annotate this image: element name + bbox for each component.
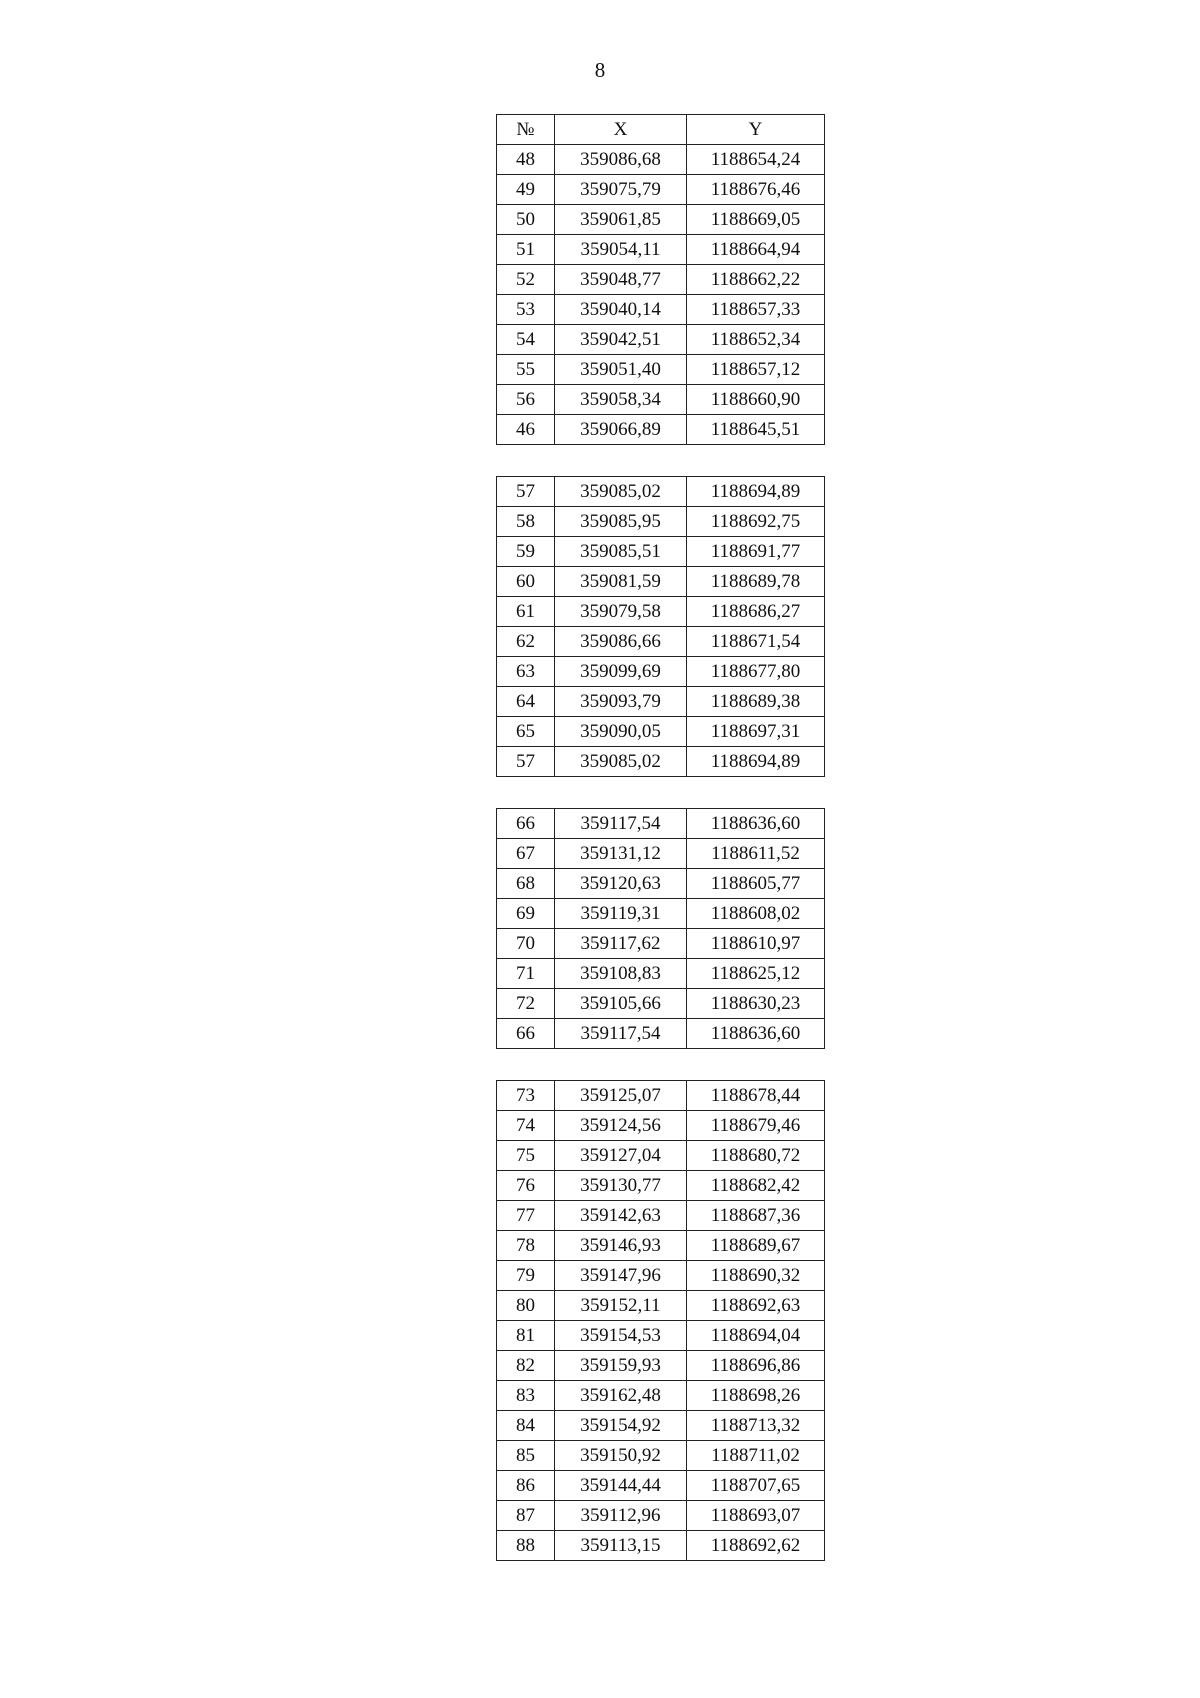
x-coordinate-cell: 359159,93 bbox=[555, 1351, 687, 1381]
point-number-cell: 87 bbox=[497, 1501, 555, 1531]
x-coordinate-cell: 359162,48 bbox=[555, 1381, 687, 1411]
table-row bbox=[497, 717, 825, 747]
point-number-cell: 62 bbox=[497, 627, 555, 657]
point-number-cell: 56 bbox=[497, 385, 555, 415]
x-coordinate-cell: 359079,58 bbox=[555, 597, 687, 627]
point-number-cell: 51 bbox=[497, 235, 555, 265]
point-number-cell: 67 bbox=[497, 839, 555, 869]
point-number-cell: 85 bbox=[497, 1441, 555, 1471]
x-coordinate-cell: 359075,79 bbox=[555, 175, 687, 205]
y-coordinate-cell: 1188671,54 bbox=[687, 627, 825, 657]
y-coordinate-cell: 1188676,46 bbox=[687, 175, 825, 205]
table-row bbox=[497, 1261, 825, 1291]
x-coordinate-cell: 359117,54 bbox=[555, 809, 687, 839]
table-row bbox=[497, 1019, 825, 1049]
y-coordinate-cell: 1188664,94 bbox=[687, 235, 825, 265]
y-coordinate-cell: 1188678,44 bbox=[687, 1081, 825, 1111]
coordinate-table-1 bbox=[496, 114, 825, 445]
table-row bbox=[497, 205, 825, 235]
x-coordinate-cell: 359117,62 bbox=[555, 929, 687, 959]
point-number-cell: 78 bbox=[497, 1231, 555, 1261]
point-number-cell: 50 bbox=[497, 205, 555, 235]
point-number-cell: 57 bbox=[497, 477, 555, 507]
y-coordinate-cell: 1188680,72 bbox=[687, 1141, 825, 1171]
y-coordinate-cell: 1188630,23 bbox=[687, 989, 825, 1019]
y-coordinate-cell: 1188686,27 bbox=[687, 597, 825, 627]
point-number-cell: 49 bbox=[497, 175, 555, 205]
x-coordinate-cell: 359058,34 bbox=[555, 385, 687, 415]
x-coordinate-cell: 359085,95 bbox=[555, 507, 687, 537]
point-number-cell: 54 bbox=[497, 325, 555, 355]
x-coordinate-cell: 359127,04 bbox=[555, 1141, 687, 1171]
y-coordinate-cell: 1188689,67 bbox=[687, 1231, 825, 1261]
table-row bbox=[497, 899, 825, 929]
table-row bbox=[497, 747, 825, 777]
x-coordinate-cell: 359054,11 bbox=[555, 235, 687, 265]
y-coordinate-cell: 1188694,89 bbox=[687, 747, 825, 777]
y-coordinate-cell: 1188645,51 bbox=[687, 415, 825, 445]
y-coordinate-cell: 1188697,31 bbox=[687, 717, 825, 747]
y-coordinate-cell: 1188677,80 bbox=[687, 657, 825, 687]
table-row bbox=[497, 839, 825, 869]
table-row bbox=[497, 325, 825, 355]
coordinate-table-3 bbox=[496, 808, 825, 1049]
table-row bbox=[497, 1531, 825, 1561]
y-coordinate-cell: 1188694,04 bbox=[687, 1321, 825, 1351]
y-coordinate-cell: 1188660,90 bbox=[687, 385, 825, 415]
x-coordinate-cell: 359099,69 bbox=[555, 657, 687, 687]
x-coordinate-cell: 359085,02 bbox=[555, 477, 687, 507]
point-number-cell: 79 bbox=[497, 1261, 555, 1291]
table-row bbox=[497, 1411, 825, 1441]
x-coordinate-cell: 359090,05 bbox=[555, 717, 687, 747]
y-coordinate-cell: 1188696,86 bbox=[687, 1351, 825, 1381]
x-coordinate-cell: 359066,89 bbox=[555, 415, 687, 445]
point-number-cell: 73 bbox=[497, 1081, 555, 1111]
x-coordinate-cell: 359040,14 bbox=[555, 295, 687, 325]
point-number-cell: 77 bbox=[497, 1201, 555, 1231]
table-row bbox=[497, 1201, 825, 1231]
page-number: 8 bbox=[594, 58, 606, 82]
point-number-cell: 60 bbox=[497, 567, 555, 597]
x-coordinate-cell: 359085,51 bbox=[555, 537, 687, 567]
table-row bbox=[497, 627, 825, 657]
y-coordinate-cell: 1188693,07 bbox=[687, 1501, 825, 1531]
y-coordinate-cell: 1188692,75 bbox=[687, 507, 825, 537]
x-coordinate-cell: 359042,51 bbox=[555, 325, 687, 355]
point-number-cell: 58 bbox=[497, 507, 555, 537]
point-number-cell: 63 bbox=[497, 657, 555, 687]
x-coordinate-cell: 359117,54 bbox=[555, 1019, 687, 1049]
table-row bbox=[497, 145, 825, 175]
y-coordinate-cell: 1188689,38 bbox=[687, 687, 825, 717]
x-coordinate-cell: 359113,15 bbox=[555, 1531, 687, 1561]
y-coordinate-cell: 1188636,60 bbox=[687, 1019, 825, 1049]
point-number-cell: 69 bbox=[497, 899, 555, 929]
x-coordinate-cell: 359112,96 bbox=[555, 1501, 687, 1531]
table-row bbox=[497, 1081, 825, 1111]
point-number-cell: 72 bbox=[497, 989, 555, 1019]
y-coordinate-cell: 1188625,12 bbox=[687, 959, 825, 989]
table-row bbox=[497, 175, 825, 205]
x-coordinate-cell: 359108,83 bbox=[555, 959, 687, 989]
table-row bbox=[497, 1171, 825, 1201]
point-number-cell: 66 bbox=[497, 1019, 555, 1049]
y-coordinate-cell: 1188610,97 bbox=[687, 929, 825, 959]
x-coordinate-cell: 359131,12 bbox=[555, 839, 687, 869]
y-coordinate-cell: 1188654,24 bbox=[687, 145, 825, 175]
x-coordinate-cell: 359154,92 bbox=[555, 1411, 687, 1441]
x-coordinate-cell: 359142,63 bbox=[555, 1201, 687, 1231]
table-row bbox=[497, 687, 825, 717]
point-number-cell: 68 bbox=[497, 869, 555, 899]
y-coordinate-cell: 1188711,02 bbox=[687, 1441, 825, 1471]
y-coordinate-cell: 1188662,22 bbox=[687, 265, 825, 295]
point-number-cell: 70 bbox=[497, 929, 555, 959]
y-coordinate-cell: 1188657,33 bbox=[687, 295, 825, 325]
x-coordinate-cell: 359125,07 bbox=[555, 1081, 687, 1111]
y-coordinate-cell: 1188698,26 bbox=[687, 1381, 825, 1411]
table-row bbox=[497, 1141, 825, 1171]
table-row bbox=[497, 1231, 825, 1261]
header-num: № bbox=[497, 115, 555, 145]
point-number-cell: 74 bbox=[497, 1111, 555, 1141]
x-coordinate-cell: 359130,77 bbox=[555, 1171, 687, 1201]
point-number-cell: 80 bbox=[497, 1291, 555, 1321]
y-coordinate-cell: 1188636,60 bbox=[687, 809, 825, 839]
table-row bbox=[497, 507, 825, 537]
x-coordinate-cell: 359085,02 bbox=[555, 747, 687, 777]
table-row bbox=[497, 1321, 825, 1351]
point-number-cell: 46 bbox=[497, 415, 555, 445]
table-row bbox=[497, 385, 825, 415]
table-row bbox=[497, 959, 825, 989]
table-row bbox=[497, 657, 825, 687]
x-coordinate-cell: 359119,31 bbox=[555, 899, 687, 929]
point-number-cell: 84 bbox=[497, 1411, 555, 1441]
y-coordinate-cell: 1188690,32 bbox=[687, 1261, 825, 1291]
point-number-cell: 57 bbox=[497, 747, 555, 777]
point-number-cell: 75 bbox=[497, 1141, 555, 1171]
y-coordinate-cell: 1188692,62 bbox=[687, 1531, 825, 1561]
point-number-cell: 52 bbox=[497, 265, 555, 295]
table-row bbox=[497, 415, 825, 445]
y-coordinate-cell: 1188689,78 bbox=[687, 567, 825, 597]
point-number-cell: 66 bbox=[497, 809, 555, 839]
table-row bbox=[497, 1471, 825, 1501]
header-y: Y bbox=[687, 115, 825, 145]
x-coordinate-cell: 359124,56 bbox=[555, 1111, 687, 1141]
x-coordinate-cell: 359144,44 bbox=[555, 1471, 687, 1501]
table-row bbox=[497, 265, 825, 295]
table-row bbox=[497, 1381, 825, 1411]
point-number-cell: 59 bbox=[497, 537, 555, 567]
table-row bbox=[497, 477, 825, 507]
x-coordinate-cell: 359152,11 bbox=[555, 1291, 687, 1321]
point-number-cell: 61 bbox=[497, 597, 555, 627]
y-coordinate-cell: 1188687,36 bbox=[687, 1201, 825, 1231]
coordinate-table-4 bbox=[496, 1080, 825, 1561]
y-coordinate-cell: 1188692,63 bbox=[687, 1291, 825, 1321]
y-coordinate-cell: 1188707,65 bbox=[687, 1471, 825, 1501]
y-coordinate-cell: 1188679,46 bbox=[687, 1111, 825, 1141]
point-number-cell: 71 bbox=[497, 959, 555, 989]
table-row bbox=[497, 929, 825, 959]
point-number-cell: 55 bbox=[497, 355, 555, 385]
x-coordinate-cell: 359086,68 bbox=[555, 145, 687, 175]
x-coordinate-cell: 359120,63 bbox=[555, 869, 687, 899]
y-coordinate-cell: 1188669,05 bbox=[687, 205, 825, 235]
point-number-cell: 53 bbox=[497, 295, 555, 325]
table-row bbox=[497, 1111, 825, 1141]
y-coordinate-cell: 1188605,77 bbox=[687, 869, 825, 899]
table-row bbox=[497, 355, 825, 385]
x-coordinate-cell: 359081,59 bbox=[555, 567, 687, 597]
y-coordinate-cell: 1188691,77 bbox=[687, 537, 825, 567]
table-header-row bbox=[497, 115, 825, 145]
point-number-cell: 88 bbox=[497, 1531, 555, 1561]
table-row bbox=[497, 1441, 825, 1471]
point-number-cell: 64 bbox=[497, 687, 555, 717]
table-row bbox=[497, 1501, 825, 1531]
x-coordinate-cell: 359150,92 bbox=[555, 1441, 687, 1471]
x-coordinate-cell: 359154,53 bbox=[555, 1321, 687, 1351]
header-x: X bbox=[555, 115, 687, 145]
table-row bbox=[497, 989, 825, 1019]
point-number-cell: 83 bbox=[497, 1381, 555, 1411]
y-coordinate-cell: 1188682,42 bbox=[687, 1171, 825, 1201]
y-coordinate-cell: 1188713,32 bbox=[687, 1411, 825, 1441]
y-coordinate-cell: 1188694,89 bbox=[687, 477, 825, 507]
y-coordinate-cell: 1188657,12 bbox=[687, 355, 825, 385]
point-number-cell: 81 bbox=[497, 1321, 555, 1351]
table-row bbox=[497, 235, 825, 265]
table-row bbox=[497, 809, 825, 839]
y-coordinate-cell: 1188652,34 bbox=[687, 325, 825, 355]
x-coordinate-cell: 359061,85 bbox=[555, 205, 687, 235]
point-number-cell: 48 bbox=[497, 145, 555, 175]
x-coordinate-cell: 359048,77 bbox=[555, 265, 687, 295]
table-row bbox=[497, 1351, 825, 1381]
point-number-cell: 86 bbox=[497, 1471, 555, 1501]
table-row bbox=[497, 869, 825, 899]
point-number-cell: 65 bbox=[497, 717, 555, 747]
x-coordinate-cell: 359146,93 bbox=[555, 1231, 687, 1261]
x-coordinate-cell: 359086,66 bbox=[555, 627, 687, 657]
y-coordinate-cell: 1188611,52 bbox=[687, 839, 825, 869]
point-number-cell: 76 bbox=[497, 1171, 555, 1201]
table-row bbox=[497, 1291, 825, 1321]
table-row bbox=[497, 295, 825, 325]
point-number-cell: 82 bbox=[497, 1351, 555, 1381]
x-coordinate-cell: 359051,40 bbox=[555, 355, 687, 385]
coordinate-table-2 bbox=[496, 476, 825, 777]
table-row bbox=[497, 537, 825, 567]
table-row bbox=[497, 567, 825, 597]
table-row bbox=[497, 597, 825, 627]
y-coordinate-cell: 1188608,02 bbox=[687, 899, 825, 929]
x-coordinate-cell: 359147,96 bbox=[555, 1261, 687, 1291]
x-coordinate-cell: 359105,66 bbox=[555, 989, 687, 1019]
x-coordinate-cell: 359093,79 bbox=[555, 687, 687, 717]
